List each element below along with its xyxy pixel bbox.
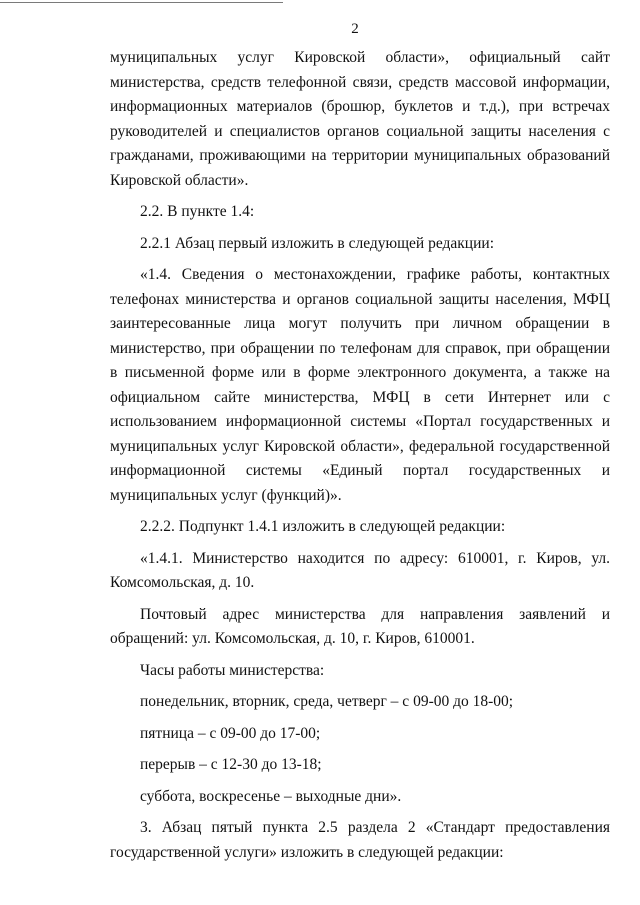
paragraph-item-2-2: 2.2. В пункте 1.4: (140, 203, 255, 220)
paragraph-hours-weekdays: понедельник, вторник, среда, четверг – с 09-00 до 18-00; (140, 693, 514, 710)
paragraph-item-3: 3. Абзац пятый пункта 2.5 раздела 2 «Стандарт предоставления государственной услуги» изложить в следующей редакции: (110, 819, 610, 861)
paragraph-postal-address: Почтовый адрес министерства для направления заявлений и обращений: ул. Комсомольская, д. 10, г. Киров, 610001. (110, 605, 610, 647)
top-rule (0, 2, 283, 3)
paragraph-item-1-4: «1.4. Сведения о местонахождении, графике работы, контактных телефонах министерства и органов социальной защиты населения, МФЦ заинтересованные лица могут получить при личном обращении в министерство, при обращении по телефонам для справок, при обращении в письменной форме или в форме электронного документа, а также на официальном сайте министерства, МФЦ в сети Интернет или с использованием информационной системы «Портал государственных и муниципальных услуг Кировской области», федеральной государственной информационной системы «Единый портал государственных и муниципальных услуг (функций)». (110, 266, 610, 504)
paragraph-hours-title: Часы работы министерства: (140, 661, 325, 679)
paragraph-address: «1.4.1. Министерство находится по адресу: 610001, г. Киров, ул. Комсомольская, д. 10. (110, 549, 610, 591)
paragraph-continuation: муниципальных услуг Кировской области», официальный сайт министерства, средств телефонной связи, средств массовой информации, информационных материалов (брошюр, буклетов и т.д.), при встречах руководителей и специалистов органов социальной защиты населения с гражданами, проживающими на территории муниципальных образований Кировской области». (110, 49, 610, 189)
document-body (110, 46, 610, 865)
paragraph-hours-break: перерыв – с 12-30 до 13-18; (140, 756, 322, 773)
paragraph-item-2-2-2: 2.2.2. Подпункт 1.4.1 изложить в следующей редакции: (140, 518, 506, 535)
page-number: 2 (351, 21, 359, 37)
paragraph-hours-weekend: суббота, воскресенье – выходные дни». (140, 787, 402, 805)
paragraph-item-2-2-1: 2.2.1 Абзац первый изложить в следующей редакции: (140, 234, 495, 252)
paragraph-hours-friday: пятница – с 09-00 до 17-00; (140, 724, 321, 742)
